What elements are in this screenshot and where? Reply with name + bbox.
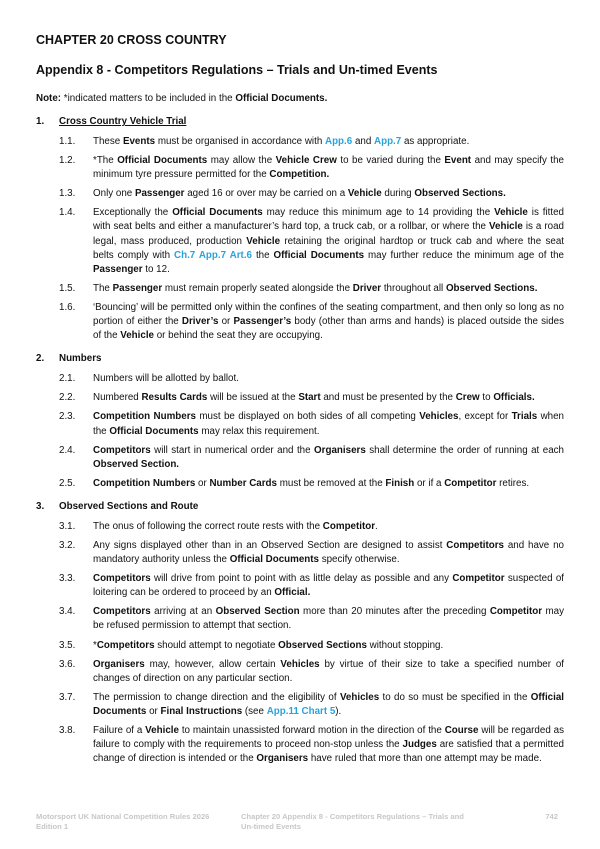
clause-text-run: to (479, 392, 494, 404)
clause-text-run: to maintain unassisted forward motion in the direction of the (178, 725, 445, 736)
defined-term: Finish (385, 477, 415, 489)
section-1 (36, 116, 564, 343)
defined-term: Vehicle Crew (275, 155, 337, 167)
clause-number: 2.2. (59, 392, 76, 404)
defined-term: Passenger (93, 263, 143, 275)
defined-term: Official. (274, 587, 311, 599)
clause-text (93, 372, 564, 386)
clause-text-run: more than 20 minutes after the preceding (299, 606, 490, 618)
defined-term: Vehicle (494, 207, 528, 219)
clause-text-run: should attempt to negotiate (154, 639, 279, 651)
defined-term: Final Instructions (160, 705, 243, 717)
clause-number: 1.2. (59, 155, 76, 167)
appendix-title: Appendix 8 - Competitors Regulations – Trials and Un-timed Events (36, 63, 438, 77)
clause-text (93, 187, 564, 201)
defined-term: Competitors (93, 606, 151, 618)
defined-term: Competition Numbers (93, 411, 196, 423)
note (36, 93, 564, 104)
clause-text-run: without stopping. (366, 639, 444, 651)
section-title: Numbers (59, 353, 102, 365)
clause (36, 301, 564, 343)
defined-term: Passenger (112, 282, 163, 294)
clause-text-run: or (218, 316, 234, 328)
clause-number: 3.1. (59, 520, 76, 532)
footer-publication: Motorsport UK National Competition Rules 2026 (36, 812, 210, 821)
clause-text-run: will start in numerical order and the (150, 444, 315, 456)
defined-term: Official Documents (117, 155, 208, 167)
clause (36, 206, 564, 276)
section-2 (36, 353, 564, 491)
clause-number: 1.4. (59, 207, 76, 219)
footer-chapter-line1: Chapter 20 Appendix 8 - Competitors Regulations – Trials and (241, 812, 464, 821)
clause-text (93, 410, 564, 438)
defined-term: Competitors (446, 539, 504, 551)
defined-term: Vehicles (419, 411, 459, 423)
defined-term: Official Documents (93, 691, 565, 717)
section-3 (36, 501, 564, 766)
clause-text (93, 572, 564, 600)
clause-text-run: may allow the (207, 155, 276, 167)
clause-number: 1.5. (59, 282, 76, 294)
clause-text (93, 444, 564, 472)
clause-text-run: Any signs displayed other than in an Observed Section are designed to assist (93, 539, 447, 551)
clause-text-run: the (252, 249, 274, 261)
defined-term: Results Cards (141, 392, 208, 404)
clause-text-run: The permission to change direction and the eligibility of (93, 691, 340, 703)
clause-text-run: throughout all (381, 282, 446, 294)
clause-text-run: retaining the original hardtop or truck cab and where the seat belts comply with (93, 235, 564, 261)
clause-text-run: (see (242, 705, 267, 717)
defined-term: Officials. (493, 392, 535, 404)
defined-term: Crew (455, 392, 480, 404)
clause-text-run: aged 16 or over may be carried on a (184, 188, 348, 200)
defined-term: Competitor (452, 573, 505, 585)
defined-term: Trials (511, 411, 538, 423)
clause-text-run: must be organised in accordance with (155, 136, 325, 147)
clause (36, 187, 564, 201)
clause-text-run: specify otherwise. (318, 554, 400, 566)
clause-text-run: These (93, 136, 123, 147)
clause-text-run: will drive from point to point with as little delay as possible and any (150, 573, 453, 585)
clause (36, 410, 564, 438)
section-heading (36, 116, 564, 127)
footer-left (36, 812, 236, 832)
footer-middle (241, 812, 501, 832)
defined-term: Events (122, 136, 156, 147)
clause-text-run: will be issued at the (207, 392, 299, 404)
clause (36, 658, 564, 686)
clause (36, 372, 564, 386)
clause-text (93, 520, 564, 534)
clause-text-run: during (381, 188, 415, 200)
clause-number: 3.3. (59, 573, 76, 585)
defined-term: Official Documents (172, 207, 263, 219)
defined-term: Official Documents (273, 249, 365, 261)
defined-term: Judges (402, 739, 437, 751)
chapter-title: CHAPTER 20 CROSS COUNTRY (36, 33, 227, 47)
clause-number: 1.6. (59, 301, 76, 313)
clause (36, 391, 564, 405)
clause-text (93, 206, 564, 276)
footer-page-number: 742 (545, 812, 558, 821)
clause-text-run: and may specify the minimum tyre pressure permitted for the (93, 155, 564, 181)
defined-term: Passenger’s (233, 316, 292, 328)
clause-number: 3.5. (59, 639, 76, 651)
cross-reference-link[interactable]: Ch.7 App.7 Art.6 (174, 249, 252, 261)
note-text: *indicated matters to be included in the (61, 93, 236, 104)
defined-term: Vehicles (280, 658, 320, 670)
clause-text-run: and have no mandatory authority unless the (93, 539, 564, 566)
footer-chapter-line2: Un-timed Events (241, 822, 301, 831)
clause-text-run: ). (335, 705, 342, 717)
cross-reference-link[interactable]: App.6 (325, 136, 353, 147)
clause-text-run: Numbered (93, 392, 142, 404)
clause-number: 1.3. (59, 188, 76, 200)
section-number: 3. (36, 500, 45, 512)
defined-term: Competitors (96, 639, 155, 651)
clause-text-run: and (352, 136, 375, 147)
clause-text-run: may relax this requirement. (198, 425, 320, 437)
clause-text-run: shall determine the order of running at each (365, 444, 564, 456)
clause-text-run: to 12. (142, 263, 170, 275)
clause-text (93, 539, 564, 567)
clause-text-run: , except for (458, 411, 512, 423)
defined-term: Vehicle (246, 235, 281, 247)
clause-text-run: must remain properly seated alongside the (162, 282, 353, 294)
defined-term: Start (298, 392, 321, 404)
clause-text (93, 605, 564, 633)
clause-text (93, 391, 564, 405)
defined-term: Competitor (489, 606, 543, 618)
section-number: 2. (36, 353, 45, 365)
clause-text-run: must be displayed on both sides of all competing (195, 411, 420, 423)
note-bold: Official Documents. (235, 93, 328, 104)
note-label: Note: (36, 93, 62, 104)
defined-term: Observed Section (215, 606, 300, 618)
clause-text-run: by virtue of their size to take a specified number of changes of direction on any particular section. (93, 658, 564, 684)
clause (36, 477, 564, 491)
clause (36, 135, 564, 149)
clause-text-run: as appropriate. (401, 136, 470, 147)
clause-text-run: *The (93, 155, 118, 167)
defined-term: Official Documents (229, 554, 319, 566)
clause (36, 639, 564, 653)
clause-text-run: when the (93, 411, 564, 437)
section-title: Cross Country Vehicle Trial (59, 116, 187, 127)
clause-text-run: retires. (496, 477, 530, 489)
defined-term: Observed Sections. (445, 282, 538, 294)
clause-text-run: and must be presented by the (320, 392, 456, 404)
clause-text (93, 658, 564, 686)
clause (36, 539, 564, 567)
clause (36, 605, 564, 633)
clause-text-run: may reduce this minimum age to 14 providing the (262, 207, 495, 219)
clause-text (93, 639, 564, 653)
clause-text (93, 477, 564, 491)
clause-text-run: may further reduce the minimum age of the (364, 249, 564, 261)
clause-number: 2.4. (59, 444, 76, 456)
defined-term: Organisers (93, 658, 145, 670)
section-heading (36, 353, 564, 364)
cross-reference-link[interactable]: App.11 Chart 5 (266, 705, 336, 717)
clause-text-run: is a road legal, mass produced, production (93, 221, 564, 247)
defined-term: Vehicle (489, 221, 523, 233)
section-title: Observed Sections and Route (59, 500, 199, 512)
clause (36, 154, 564, 182)
clause-text-run: Numbers will be allotted by ballot. (93, 373, 239, 385)
clause-number: 1.1. (59, 136, 76, 147)
defined-term: Organisers (256, 753, 309, 765)
defined-term: Observed Sections (278, 639, 367, 651)
defined-term: Vehicle (145, 725, 179, 736)
clause-text-run: to do so must be specified in the (379, 691, 531, 703)
defined-term: Course (444, 725, 479, 736)
clause-text (93, 135, 564, 149)
clause-text (93, 301, 564, 343)
defined-term: Competitor (444, 477, 497, 489)
clause-number: 3.6. (59, 658, 76, 670)
footer-edition: Edition 1 (36, 822, 69, 831)
clause-text-run: The onus of following the correct route rests with the (93, 520, 323, 532)
clause (36, 691, 564, 719)
clause-text-run: . (375, 520, 378, 532)
clause-text-run: suspected of loitering can be ordered to proceed by an (93, 573, 564, 599)
clause-text-run: must be removed at the (277, 477, 386, 489)
clause-text-run: to be varied during the (336, 155, 445, 167)
clause-text-run: arriving at an (150, 606, 216, 618)
clause-text-run: Failure of a (93, 725, 146, 736)
defined-term: Official Documents (109, 425, 199, 437)
clause-text (93, 154, 564, 182)
clause-number: 2.3. (59, 411, 76, 423)
clause (36, 444, 564, 472)
clause-number: 2.5. (59, 477, 76, 489)
defined-term: Vehicle (347, 188, 382, 200)
section-heading (36, 501, 564, 512)
clause-text-run: body (other than arms and hands) is placed outside the sides of the (93, 316, 565, 342)
clause-text-run: ‘Bouncing’ will be permitted only within the confines of the seating compartment, and then only so long as no portion of either the (93, 301, 564, 328)
clause-text-run: is fitted with seat belts and either a manufacturer’s hard top, a truck cab, or a rollbar, or where the (93, 207, 565, 233)
defined-term: Vehicle (120, 330, 155, 342)
defined-term: Passenger (134, 188, 185, 200)
clause-text-run: are satisfied that a permitted change of direction is intended or the (93, 739, 564, 765)
clause-text-run: * (93, 639, 97, 651)
clause-text-run: have ruled that more than one attempt may be made. (308, 753, 542, 765)
clause-text-run: will be regarded as failure to comply with the requirements to proceed non-stop unless the (93, 725, 564, 751)
clause-text-run: or (146, 705, 161, 717)
defined-term: Competition. (269, 169, 330, 181)
clause-text-run: Exceptionally the (93, 207, 173, 219)
clause-text (93, 724, 564, 766)
clause-number: 3.2. (59, 539, 76, 551)
defined-term: Observed Section. (93, 458, 180, 470)
clause-text (93, 691, 564, 719)
clause-text-run: or behind the seat they are occupying. (154, 330, 323, 342)
clause-number: 3.4. (59, 606, 76, 618)
document-page (36, 33, 564, 776)
defined-term: Driver’s (181, 316, 219, 328)
defined-term: Competitor (322, 520, 376, 532)
defined-term: Number Cards (209, 477, 277, 489)
defined-term: Event (444, 155, 472, 167)
clause (36, 520, 564, 534)
defined-term: Competitors (93, 444, 151, 456)
clause (36, 282, 564, 296)
defined-term: Competitors (93, 573, 151, 585)
clause-text-run: or (195, 477, 210, 489)
clause (36, 724, 564, 766)
clause-text (93, 282, 564, 296)
defined-term: Vehicles (339, 691, 380, 703)
clause-number: 3.8. (59, 725, 76, 736)
section-number: 1. (36, 116, 45, 127)
clause-text-run: or if a (414, 477, 445, 489)
defined-term: Organisers (314, 444, 366, 456)
clause-text-run: may, however, allow certain (144, 658, 281, 670)
clause-number: 2.1. (59, 373, 76, 385)
clause (36, 572, 564, 600)
defined-term: Competition Numbers (93, 477, 196, 489)
clause-number: 3.7. (59, 691, 76, 703)
clause-text-run: may be refused permission to attempt that section. (93, 606, 565, 632)
cross-reference-link[interactable]: App.7 (374, 136, 402, 147)
clause-text-run: Only one (93, 188, 135, 200)
defined-term: Observed Sections. (414, 188, 506, 200)
defined-term: Driver (352, 282, 382, 294)
clause-text-run: The (93, 282, 113, 294)
sections-container (36, 116, 564, 766)
